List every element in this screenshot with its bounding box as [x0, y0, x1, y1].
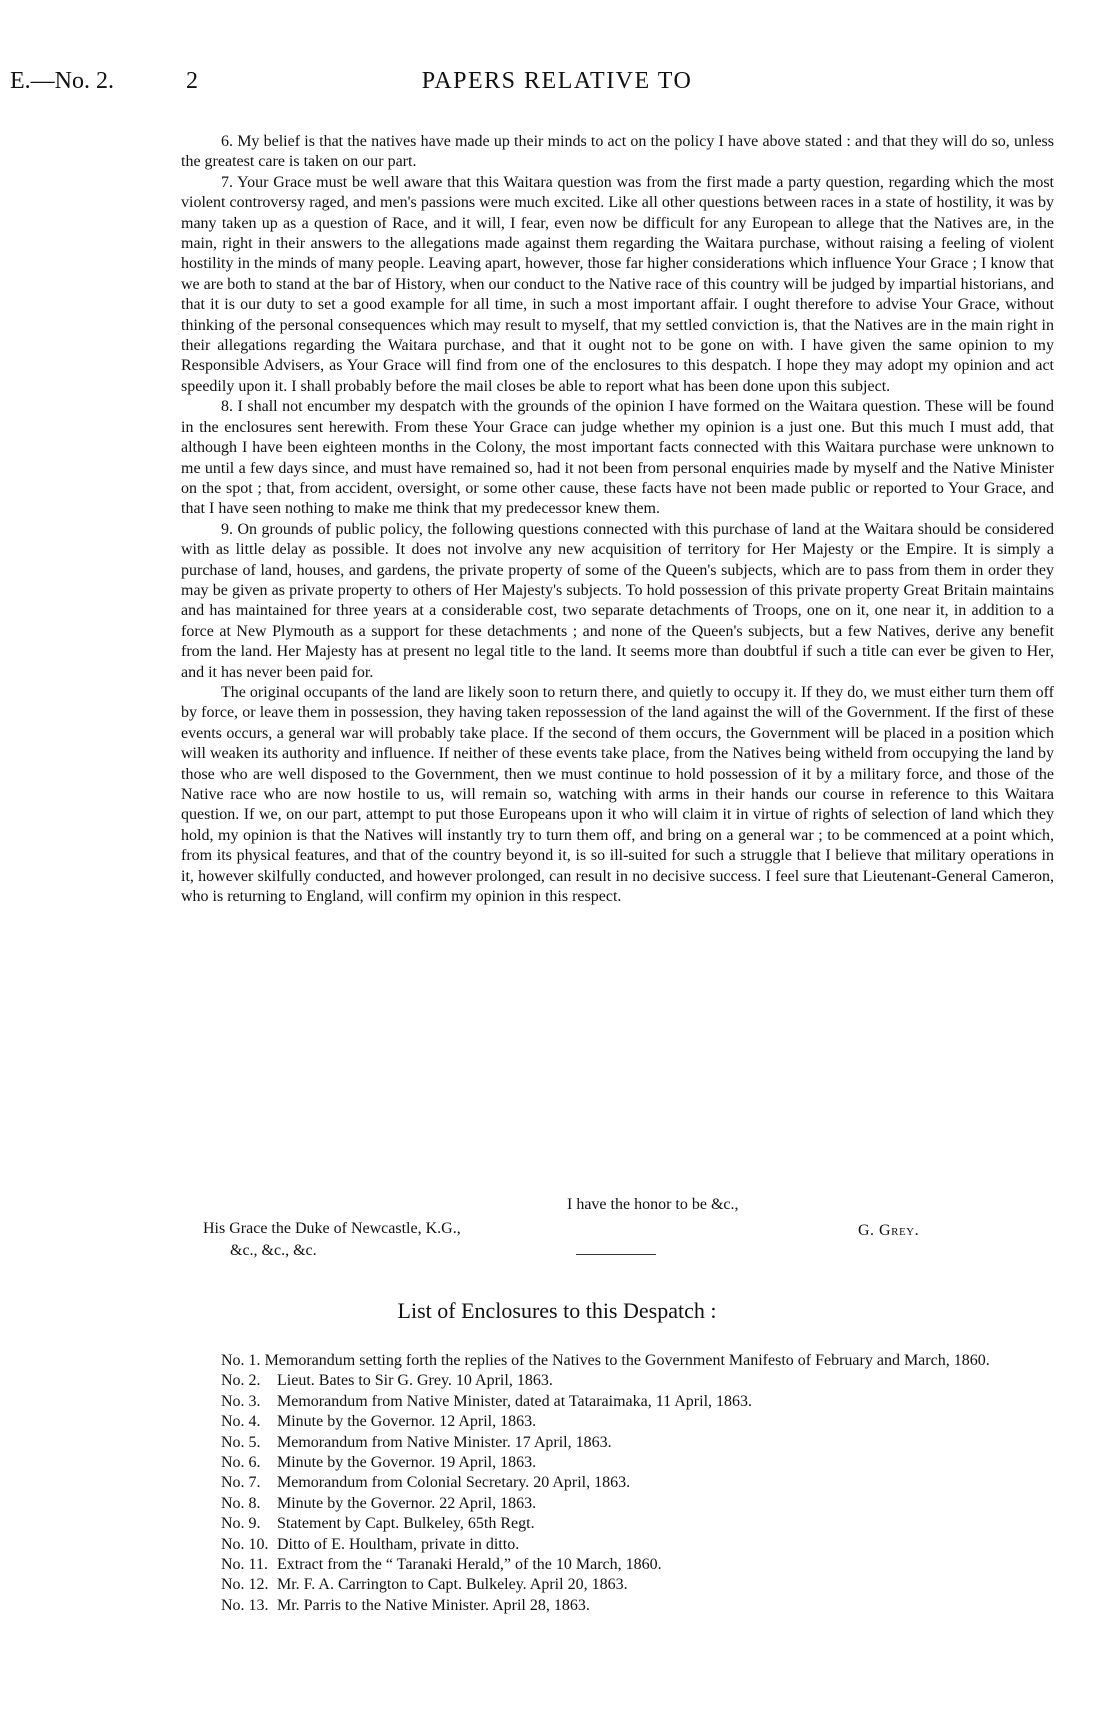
enclosure-number: No. 3.	[221, 1392, 261, 1410]
paragraph-9: 9. On grounds of public policy, the following questions connected with this purchase of land at the Waitara should be considered with as little delay as possible. It does not involve any new acquisition of territory for Her Majesty or the Empire. It is simply a purchase of land, houses, and gardens, the private property of some of the Queen's subjects, which are to pass from them in order they may be given as private property to others of Her Majesty's subjects. To hold possession of this private property Great Britain maintains and has maintained for three years at a considerable cost, two separate detachments of Troops, one on it, one near it, in addition to a force at New Plymouth as a support for these detachments ; and none of the Queen's subjects, but a few Natives, derive any benefit from the land. Her Majesty has at present no legal title to the land. It seems more than doubtful if such a title can ever be given to Her, and it has never been paid for.	[181, 520, 1054, 681]
enclosure-text: Mr. Parris to the Native Minister. April 28, 1863.	[277, 1596, 590, 1614]
enclosure-text: Memorandum from Native Minister. 17 April, 1863.	[277, 1433, 612, 1451]
enclosure-number: No. 4.	[221, 1413, 261, 1431]
enclosure-item	[221, 1453, 1054, 1473]
enclosures-heading: List of Enclosures to this Despatch :	[397, 1298, 717, 1323]
paragraph-7: 7. Your Grace must be well aware that this Waitara question was from the first made a party question, regarding which the most violent controversy raged, and men's passions were much excited. Like all other questions between races in a state of hostility, it was by many taken up as a question of Race, and it will, I fear, even now be difficult for any European to allege that the Natives are, in the main, right in their answers to the allegations made against them regarding the Waitara purchase, without raising a feeling of violent hostility in the minds of many people. Leaving apart, however, those far higher considerations which influence Your Grace ; I know that we are both to stand at the bar of History, when our conduct to the Native race of this country will be judged by impartial historians, and that it is our duty to set a good example for all time, in such a most important affair. I ought therefore to advise Your Grace, without thinking of the personal consequences which may result to myself, that my settled conviction is, that the Natives are in the main right in their allegations regarding the Waitara purchase, and that it ought not to be gone on with. I have given the same opinion to my Responsible Advisers, as Your Grace will find from one of the enclosures to this despatch. I hope they may adopt my opinion and act speedily upon it. I shall probably before the mail closes be able to report what has been done upon this subject.	[181, 173, 1054, 395]
enclosure-text: Statement by Capt. Bulkeley, 65th Regt.	[277, 1515, 535, 1533]
addressee-etc: &c., &c., &c.	[230, 1242, 317, 1259]
enclosure-text: Minute by the Governor. 19 April, 1863.	[277, 1454, 537, 1472]
enclosure-number: No. 13.	[221, 1596, 269, 1614]
enclosure-item	[221, 1433, 1054, 1453]
enclosure-number: No. 2.	[221, 1372, 261, 1390]
document-code: E.—No. 2.	[10, 68, 114, 94]
closing-formula: I have the honor to be &c.,	[567, 1196, 739, 1213]
enclosure-item	[221, 1535, 1054, 1555]
page-number: 2	[186, 68, 198, 94]
signature-block	[0, 1196, 1114, 1264]
signature-rule	[576, 1254, 656, 1255]
enclosure-item	[181, 1351, 1054, 1371]
running-title: PAPERS RELATIVE TO	[421, 68, 693, 94]
page-header	[0, 68, 1114, 108]
addressee-line: His Grace the Duke of Newcastle, K.G.,	[203, 1220, 461, 1237]
enclosure-item	[221, 1392, 1054, 1412]
enclosure-item	[221, 1494, 1054, 1514]
enclosure-item	[221, 1473, 1054, 1493]
enclosure-text: Memorandum from Native Minister, dated at Tataraimaka, 11 April, 1863.	[277, 1392, 753, 1410]
signer-name: G. Grey.	[858, 1222, 920, 1239]
enclosure-number: No. 12.	[221, 1576, 269, 1594]
enclosure-text: Minute by the Governor. 22 April, 1863.	[277, 1494, 537, 1512]
enclosure-number: No. 8.	[221, 1494, 261, 1512]
paragraph-9-continued: The original occupants of the land are likely soon to return there, and quietly to occupy it. If they do, we must either turn them off by force, or leave them in possession, they having taken repossession of the land against the will of the Government. If the first of these events occurs, a general war will probably take place. If the second of them occurs, the Government will be placed in a position which will weaken its authority and influence. If neither of these events take place, from the Natives being witheld from occupying the land by those who are well disposed to the Government, then we must continue to hold possession of it by a military force, and those of the Native race who are now hostile to us, will remain so, watching with arms in their hands our course in reference to this Waitara question. If we, on our part, attempt to put those Europeans upon it who will claim it in virtue of rights of selection of land which they hold, my opinion is that the Natives will instantly try to turn them off, and bring on a general war ; to be commenced at a point which, from its physical features, and that of the country beyond it, is so ill-suited for such a struggle that I believe that military operations in it, however skilfully conducted, and however prolonged, can result in no decisive success. I feel sure that Lieutenant-General Cameron, who is returning to England, will confirm my opinion in this respect.	[181, 683, 1054, 906]
paragraph-6: 6. My belief is that the natives have made up their minds to act on the policy I have above stated : and that they will do so, unless the greatest care is taken on our part.	[181, 133, 1054, 171]
enclosure-text: Ditto of E. Houltham, private in ditto.	[277, 1535, 520, 1553]
enclosure-item	[221, 1555, 1054, 1575]
enclosure-number: No. 7.	[221, 1474, 261, 1492]
enclosure-number: No. 10.	[221, 1535, 269, 1553]
enclosures-list	[181, 1351, 1054, 1616]
enclosure-number: No. 11.	[221, 1556, 268, 1574]
enclosure-item	[221, 1412, 1054, 1432]
enclosure-text: Memorandum setting forth the replies of the Natives to the Government Manifesto of	[264, 1352, 812, 1369]
enclosure-text-continued: February and March, 1860.	[815, 1352, 990, 1369]
enclosure-number: No. 9.	[221, 1515, 261, 1533]
enclosure-items	[181, 1371, 1054, 1616]
enclosure-item	[221, 1575, 1054, 1595]
enclosure-text: Memorandum from Colonial Secretary. 20 April, 1863.	[277, 1474, 631, 1492]
enclosure-item	[221, 1596, 1054, 1616]
enclosure-text: Mr. F. A. Carrington to Capt. Bulkeley. April 20, 1863.	[277, 1576, 628, 1594]
enclosure-number: No. 6.	[221, 1454, 261, 1472]
paragraph-8: 8. I shall not encumber my despatch with the grounds of the opinion I have formed on the Waitara question. These will be found in the enclosures sent herewith. From these Your Grace can judge whether my opinion is a just one. But this much I must add, that although I have been eighteen months in the Colony, the most important facts connected with this Waitara purchase were unknown to me until a few days since, and must have remained so, had it not been from personal enquiries made by myself and the Native Minister on the spot ; that, from accident, oversight, or some other cause, these facts have not been made public or reported to Your Grace, and that I have seen nothing to make me think that my predecessor knew them.	[181, 398, 1054, 518]
enclosure-item	[221, 1514, 1054, 1534]
enclosure-item	[221, 1371, 1054, 1391]
enclosure-text: Lieut. Bates to Sir G. Grey. 10 April, 1863.	[277, 1372, 553, 1390]
enclosure-text: Extract from the “ Taranaki Herald,” of the 10 March, 1860.	[277, 1556, 662, 1574]
enclosure-number: No. 1.	[221, 1352, 261, 1369]
enclosure-number: No. 5.	[221, 1433, 261, 1451]
enclosure-text: Minute by the Governor. 12 April, 1863.	[277, 1413, 537, 1431]
despatch-body	[181, 132, 1054, 907]
